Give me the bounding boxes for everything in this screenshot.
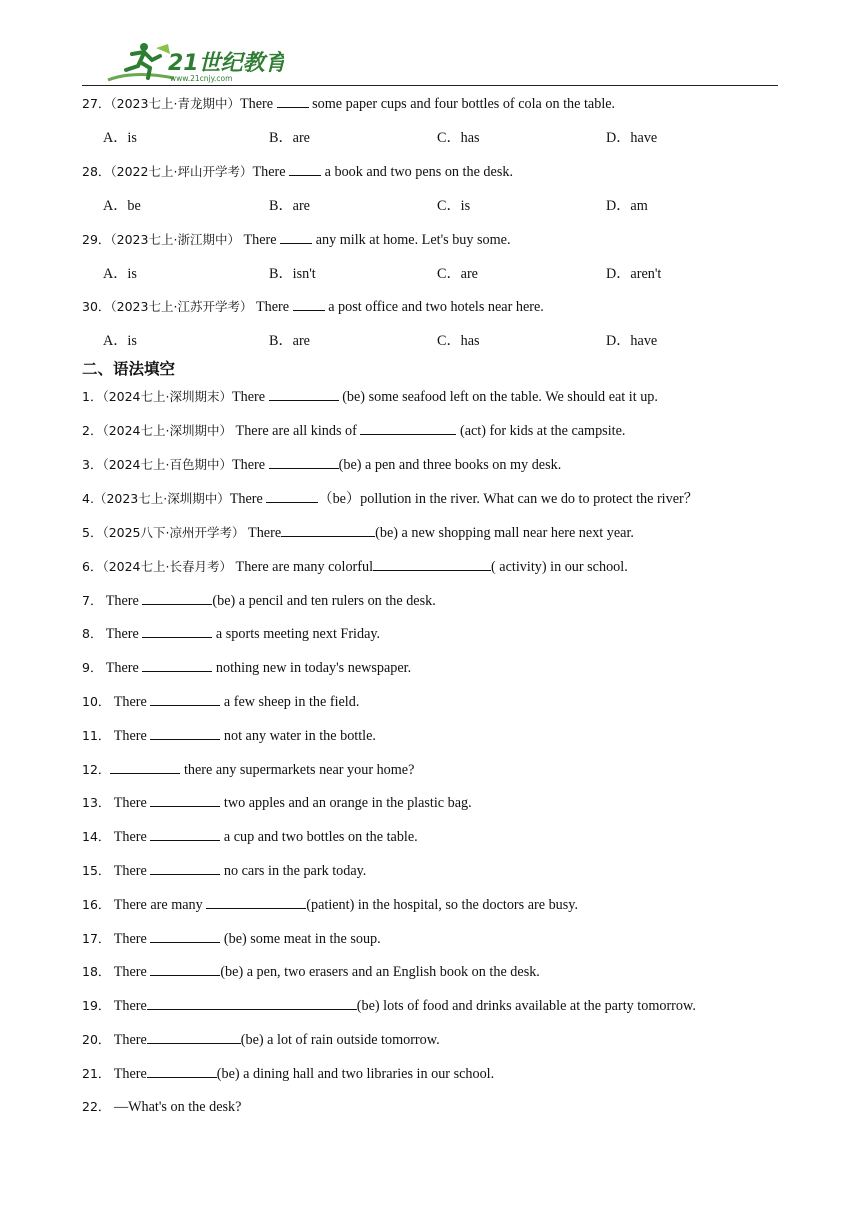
answer-blank[interactable] xyxy=(110,759,180,774)
fill-question-10: 10． There a few sheep in the field. xyxy=(82,691,359,712)
fill-question-22: 22． —What's on the desk? xyxy=(82,1099,242,1115)
answer-blank[interactable] xyxy=(147,1063,217,1078)
fill-question-20: 20． There (be) a lot of rain outside tomorrow. xyxy=(82,1029,440,1050)
fill-question-2: 2．（2024七上·深圳期中） There are all kinds of (act) for kids at the campsite. xyxy=(82,420,625,441)
answer-blank[interactable] xyxy=(206,894,306,909)
answer-blank[interactable] xyxy=(281,522,375,537)
answer-blank[interactable] xyxy=(280,229,312,244)
options-30 xyxy=(103,330,763,350)
logo xyxy=(104,40,284,84)
option-c[interactable]: C．are xyxy=(437,266,478,282)
answer-blank[interactable] xyxy=(277,93,309,108)
answer-blank[interactable] xyxy=(266,488,318,503)
fill-question-15: 15． There no cars in the park today. xyxy=(82,860,366,881)
answer-blank[interactable] xyxy=(360,420,456,435)
options-29 xyxy=(103,263,763,283)
answer-blank[interactable] xyxy=(269,454,339,469)
fill-question-14: 14． There a cup and two bottles on the table. xyxy=(82,826,418,847)
fill-question-4: 4.（2023七上·深圳期中）There （be）pollution in the river. What can we do to protect the river？ xyxy=(82,488,698,509)
option-b[interactable]: B．isn't xyxy=(269,266,316,282)
option-d[interactable]: D．have xyxy=(606,333,658,349)
option-d[interactable]: D．aren't xyxy=(606,266,662,282)
page-header xyxy=(82,40,778,86)
answer-blank[interactable] xyxy=(150,826,220,841)
fill-question-11: 11． There not any water in the bottle. xyxy=(82,725,376,746)
answer-blank[interactable] xyxy=(373,556,491,571)
answer-blank[interactable] xyxy=(150,691,220,706)
fill-question-8: 8． There a sports meeting next Friday. xyxy=(82,623,380,644)
answer-blank[interactable] xyxy=(142,590,212,605)
fill-question-13: 13． There two apples and an orange in the plastic bag. xyxy=(82,792,472,813)
fill-question-12: 12． there any supermarkets near your home? xyxy=(82,759,414,780)
answer-blank[interactable] xyxy=(142,623,212,638)
svg-text:www.21cnjy.com: www.21cnjy.com xyxy=(170,74,233,83)
fill-question-19: 19． There (be) lots of food and drinks available at the party tomorrow. xyxy=(82,995,696,1016)
option-b[interactable]: B．are xyxy=(269,130,310,146)
fill-question-1: 1．（2024七上·深圳期末）There (be) some seafood left on the table. We should eat it up. xyxy=(82,386,658,407)
option-a[interactable]: A．be xyxy=(103,198,141,214)
option-d[interactable]: D．am xyxy=(606,198,648,214)
fill-question-6: 6．（2024七上·长春月考） There are many colorful ( activity) in our school. xyxy=(82,556,628,577)
svg-text:21世纪教育: 21世纪教育 xyxy=(168,51,284,76)
answer-blank[interactable] xyxy=(147,995,357,1010)
question-28: 28．（2022七上·坪山开学考）There a book and two pens on the desk. xyxy=(82,161,513,182)
option-d[interactable]: D．have xyxy=(606,130,658,146)
option-b[interactable]: B．are xyxy=(269,198,310,214)
answer-blank[interactable] xyxy=(293,296,325,311)
question-30: 30．（2023七上·江苏开学考） There a post office and two hotels near here. xyxy=(82,296,544,317)
section-title: 二、语法填空 xyxy=(82,360,176,378)
answer-blank[interactable] xyxy=(150,860,220,875)
fill-question-17: 17． There (be) some meat in the soup. xyxy=(82,928,381,949)
option-a[interactable]: A．is xyxy=(103,333,137,349)
fill-question-7: 7． There (be) a pencil and ten rulers on the desk. xyxy=(82,590,436,611)
option-a[interactable]: A．is xyxy=(103,130,137,146)
answer-blank[interactable] xyxy=(150,928,220,943)
answer-blank[interactable] xyxy=(142,657,212,672)
answer-blank[interactable] xyxy=(150,725,220,740)
answer-blank[interactable] xyxy=(269,386,339,401)
option-a[interactable]: A．is xyxy=(103,266,137,282)
fill-question-3: 3．（2024七上·百色期中）There (be) a pen and three books on my desk. xyxy=(82,454,561,475)
fill-question-5: 5．（2025八下·凉州开学考） There (be) a new shopping mall near here next year. xyxy=(82,522,634,543)
question-27: 27．（2023七上·青龙期中）There some paper cups and four bottles of cola on the table. xyxy=(82,93,615,114)
fill-question-18: 18． There (be) a pen, two erasers and an English book on the desk. xyxy=(82,961,540,982)
fill-question-9: 9． There nothing new in today's newspaper. xyxy=(82,657,411,678)
answer-blank[interactable] xyxy=(150,961,220,976)
option-c[interactable]: C．is xyxy=(437,198,471,214)
answer-blank[interactable] xyxy=(150,792,220,807)
fill-question-16: 16． There are many (patient) in the hospital, so the doctors are busy. xyxy=(82,894,578,915)
fill-question-21: 21． There (be) a dining hall and two libraries in our school. xyxy=(82,1063,494,1084)
options-27 xyxy=(103,127,763,147)
option-b[interactable]: B．are xyxy=(269,333,310,349)
runner-icon xyxy=(104,40,284,84)
header-divider xyxy=(82,85,778,86)
question-29: 29．（2023七上·浙江期中） There any milk at home. Let's buy some. xyxy=(82,229,511,250)
answer-blank[interactable] xyxy=(147,1029,241,1044)
option-c[interactable]: C．has xyxy=(437,333,480,349)
answer-blank[interactable] xyxy=(289,161,321,176)
options-28 xyxy=(103,195,763,215)
option-c[interactable]: C．has xyxy=(437,130,480,146)
